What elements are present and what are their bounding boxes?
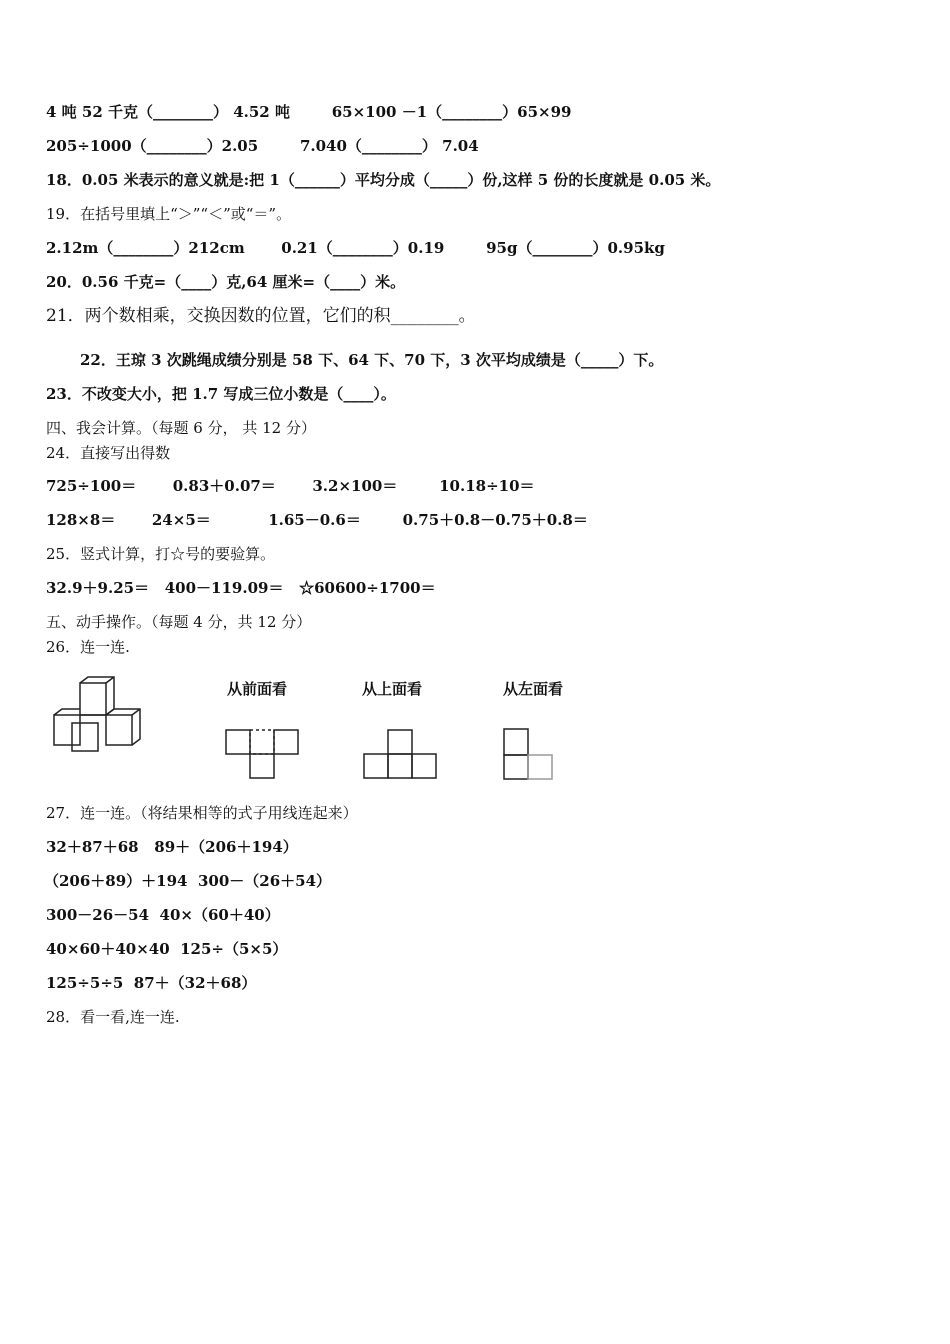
question-23: 23．不改变大小，把 1.7 写成三位小数是（____）。 <box>46 385 396 403</box>
question-22: 22．王琼 3 次跳绳成绩分别是 58 下、64 下、70 下，3 次平均成绩是（_____）下。 <box>80 351 664 369</box>
question-19: 19．在括号里填上“＞”“＜”或“＝”。 <box>46 205 292 223</box>
question-27-row-4: 40×60＋40×40 125÷（5×5） <box>46 940 288 958</box>
question-19-items: 2.12m（________）212cm 0.21（________）0.19 95g（________）0.95kg <box>46 239 665 257</box>
question-27-row-5: 125÷5÷5 87＋（32＋68） <box>46 974 257 992</box>
question-26: 26．连一连. <box>46 638 130 656</box>
front-view-shape <box>224 728 304 780</box>
left-view-shape <box>502 727 562 783</box>
section-4-heading: 四、我会计算。（每题 6 分， 共 12 分） <box>46 419 316 437</box>
question-25: 25．竖式计算，打☆号的要验算。 <box>46 545 276 563</box>
question-24: 24．直接写出得数 <box>46 444 171 462</box>
question-row-compare-2: 205÷1000（________）2.05 7.040（________） 7.04 <box>46 137 479 155</box>
question-25-row: 32.9＋9.25＝ 400－119.09＝ ☆60600÷1700＝ <box>46 579 436 597</box>
view-label-front: 从前面看 <box>227 680 288 698</box>
question-27-row-2: （206＋89）＋194 300－（26＋54） <box>44 872 332 890</box>
question-20: 20．0.56 千克=（____）克,64 厘米=（____）米。 <box>46 273 406 291</box>
question-21: 21．两个数相乘，交换因数的位置，它们的积________。 <box>46 306 476 326</box>
question-28: 28．看一看,连一连. <box>46 1008 180 1026</box>
question-24-row-1: 725÷100＝ 0.83＋0.07＝ 3.2×100＝ 10.18÷10＝ <box>46 477 535 495</box>
question-row-compare-1: 4 吨 52 千克（________） 4.52 吨 65×100 －1（________）65×99 <box>46 103 572 121</box>
question-27: 27．连一连。（将结果相等的式子用线连起来） <box>46 804 358 822</box>
question-24-row-2: 128×8＝ 24×5＝ 1.65－0.6＝ 0.75＋0.8－0.75＋0.8＝ <box>46 511 588 529</box>
cube-stack-figure <box>50 675 160 755</box>
view-label-left: 从左面看 <box>503 680 564 698</box>
top-view-shape <box>362 728 442 782</box>
view-label-top: 从上面看 <box>362 680 423 698</box>
section-5-heading: 五、动手操作。（每题 4 分，共 12 分） <box>46 613 312 631</box>
question-27-row-3: 300－26－54 40×（60＋40） <box>46 906 280 924</box>
question-18: 18．0.05 米表示的意义就是:把 1（______）平均分成（_____）份,这样 5 份的长度就是 0.05 米。 <box>46 171 721 189</box>
question-27-row-1: 32＋87＋68 89＋（206＋194） <box>46 838 298 856</box>
